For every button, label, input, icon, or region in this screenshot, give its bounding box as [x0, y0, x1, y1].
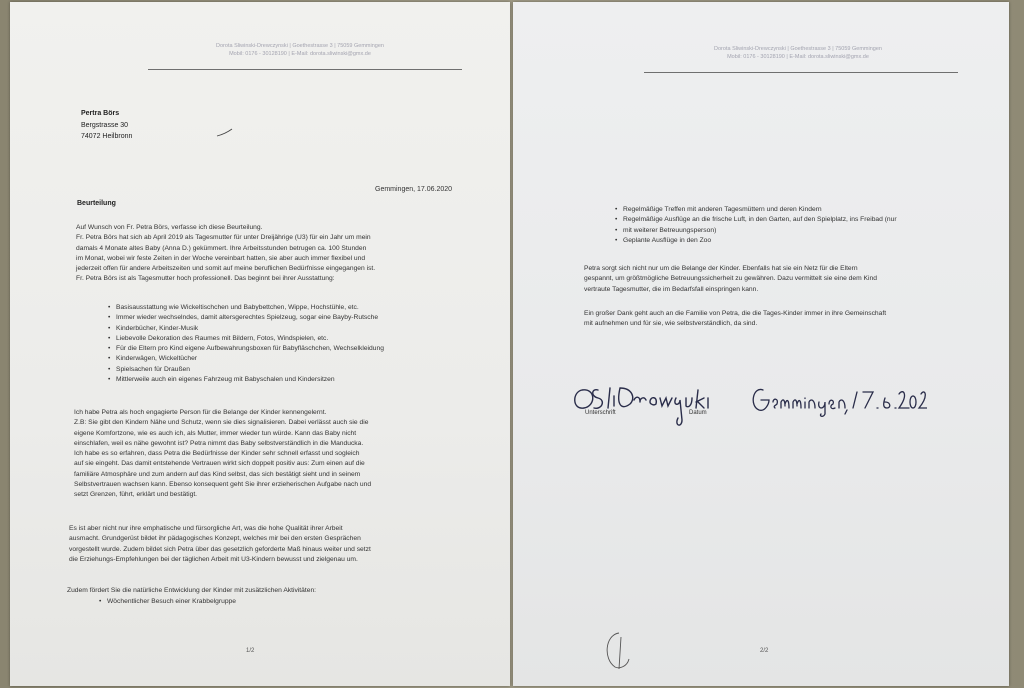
recipient-city: 74072 Heilbronn: [81, 133, 133, 140]
letterhead: [135, 42, 465, 58]
text-line: Fr. Petra Börs hat sich ab April 2019 als Tagesmutter für unter Dreijährige (U3) für ein Jahr um mein: [76, 234, 371, 242]
text-line: Ich habe Petra als hoch engagierte Person für die Belange der Kinder kennengelernt.: [74, 409, 327, 416]
list-item: • Immer wieder wechselndes, damit altersgerechtes Spielzeug, sogar eine Bayby-Rutsche: [108, 313, 384, 323]
text-line: Es ist aber nicht nur ihre emphatische und fürsorgliche Art, was die hohe Qualität ihrer Arbeit: [69, 525, 343, 532]
text-line: vertraute Tagesmutter, die im Bedarfsfall einspringen kann.: [584, 285, 759, 293]
text-line: Auf Wunsch von Fr. Petra Börs, verfasse ich diese Beurteilung.: [76, 224, 263, 231]
list-item: • Kinderbücher, Kinder-Musik: [108, 324, 384, 334]
text-line: auf sie eingeht. Das damit entstehende Vertrauen wirkt sich doppelt positiv aus: Zum einen auf die: [74, 460, 365, 468]
letterhead-line-2: Mobil: 0176 - 30128190 | E-Mail: dorota.sliwinski@gmx.de: [229, 51, 371, 57]
pen-mark: [599, 629, 643, 673]
text-line: eigene Komfortzone, wie es auch ich, als Mutter, immer wieder tun würde. Kann das Baby nicht: [74, 429, 357, 437]
signature-label: Unterschrift: [585, 410, 616, 416]
recipient-address: [81, 108, 132, 143]
parents-paragraph: [584, 264, 877, 295]
text-line: jederzeit offen für andere Arbeitszeiten und somit auf meine beruflichen Bedürfnisse eingegangen ist.: [76, 265, 376, 273]
text-line: mit aufnehmen und für sie, wie selbstverständlich, da sind.: [584, 320, 758, 328]
text-line: familiäre Atmosphäre und zum andern auf das Kind selbst, das sich bestätigt sieht und in seinem: [74, 470, 361, 478]
list-item: • Mittlerweile auch ein eigenes Fahrzeug mit Babyschalen und Kindersitzen: [108, 375, 384, 385]
list-item: • Liebevolle Dekoration des Raumes mit Bildern, Fotos, Windspielen, etc.: [108, 334, 384, 344]
letterhead-line-1: Dorota Sliwinski-Drewczynski | Goethestrasse 3 | 75059 Gemmingen: [216, 43, 384, 49]
text-line: setzt Grenzen, führt, erklärt und bestätigt.: [74, 491, 198, 499]
date-label: Datum: [689, 410, 707, 416]
text-line: Ein großer Dank geht auch an die Familie von Petra, die die Tages-Kinder immer in ihre Gemeinschaft: [584, 310, 887, 317]
letterhead-rule: [644, 72, 958, 73]
list-item: • Für die Eltern pro Kind eigene Aufbewahrungsboxen für Babyfläschchen, Wechselkleidung: [108, 344, 384, 354]
text-line: vorgestellt wurde. Zudem bildet sich Petra über das gesetzlich geforderte Maß hinaus weiter und setzt: [69, 545, 371, 553]
text-line: ausmacht. Grundgerüst bildet ihr pädagogisches Konzept, welches mir bei den ersten Gesprächen: [69, 535, 361, 543]
page-number: 1/2: [246, 648, 255, 654]
intro-paragraph: [76, 223, 375, 285]
pen-mark: [215, 128, 235, 138]
handwritten-signature: [570, 376, 740, 432]
letterhead: [633, 45, 963, 61]
equipment-list: [108, 303, 384, 385]
letter-page-1: [10, 2, 510, 686]
list-item: • Geplante Ausflüge in den Zoo: [615, 236, 897, 246]
list-item: • Basisausstattung wie Wickeltischchen und Babybettchen, Wippe, Hochstühle, etc.: [108, 303, 384, 313]
thanks-paragraph: [584, 309, 886, 330]
list-item: • Regelmäßige Ausflüge an die frische Luft, in den Garten, auf den Spielplatz, ins Freibad (nur: [615, 215, 897, 225]
handwritten-place-date: [749, 380, 927, 420]
text-line: damals 4 Monate altes Baby (Anna D.) gekümmert. Ihre Arbeitsstunden betrugen ca. 100 Stunden: [76, 244, 367, 252]
place-date: Gemmingen, 17.06.2020: [375, 186, 453, 193]
letterhead-rule: [148, 69, 462, 70]
letterhead-line-2: Mobil: 0176 - 30128190 | E-Mail: dorota.sliwinski@gmx.de: [727, 54, 869, 60]
engagement-paragraph: [74, 408, 371, 501]
recipient-name: Pertra Börs: [81, 110, 120, 117]
text-line: Petra sorgt sich nicht nur um die Belange der Kinder. Ebenfalls hat sie ein Netz für die Eltern: [584, 265, 858, 272]
text-line: einschlafen, weil es nähe gewohnt ist? Petra nimmt das Baby selbstverständlich in die Manducka.: [74, 439, 364, 447]
list-item: • Wöchentlicher Besuch einer Krabbelgruppe: [99, 597, 236, 607]
list-item: [615, 226, 897, 236]
text-line: Selbstvertrauen wachsen kann. Ebenso konsequent geht Sie ihrer erzieherischen Aufgabe nach und: [74, 481, 372, 489]
text-line: gespannt, um größtmögliche Betreuungssicherheit zu gewähren. Dazu vermittelt sie eine dem Kind: [584, 275, 877, 283]
quality-paragraph: [69, 524, 371, 565]
activities-list-continued: [615, 205, 897, 246]
activities-list: [99, 597, 236, 607]
list-item-continuation: mit weiterer Betreuungsperson): [623, 226, 717, 234]
recipient-street: Bergstrasse 30: [81, 121, 129, 129]
text-line: Z.B: Sie gibt den Kindern Nähe und Schutz, wenn sie dies signalisieren. Dabei verlässt auch sie die: [74, 419, 369, 427]
text-line: Fr. Petra Börs ist als Tagesmutter hoch professionell. Das beginnt bei ihrer Ausstattung:: [76, 275, 335, 283]
page-number: 2/2: [760, 648, 769, 654]
text-line: die Erziehungs-Empfehlungen bei der täglichen Arbeit mit U3-Kindern bewusst und zielgenau um.: [69, 555, 358, 563]
list-item: • Kinderwägen, Wickeltücher: [108, 354, 384, 364]
text-line: Ich habe es so erfahren, dass Petra die Bedürfnisse der Kinder sehr schnell erfasst und sogleich: [74, 450, 360, 458]
list-item: • Spielsachen für Draußen: [108, 365, 384, 375]
list-item: • Regelmäßige Treffen mit anderen Tagesmüttern und deren Kindern: [615, 205, 897, 215]
subject-heading: Beurteilung: [77, 200, 116, 207]
activities-intro: Zudem fördert Sie die natürliche Entwicklung der Kinder mit zusätzlichen Aktivitäten:: [67, 587, 317, 594]
letterhead-line-1: Dorota Sliwinski-Drewczynski | Goethestrasse 3 | 75059 Gemmingen: [714, 46, 882, 52]
letter-page-2: [513, 2, 1009, 686]
text-line: im Monat, wobei wir feste Zeiten in der Woche vereinbart hatten, sie aber auch immer flexibel und: [76, 254, 366, 262]
